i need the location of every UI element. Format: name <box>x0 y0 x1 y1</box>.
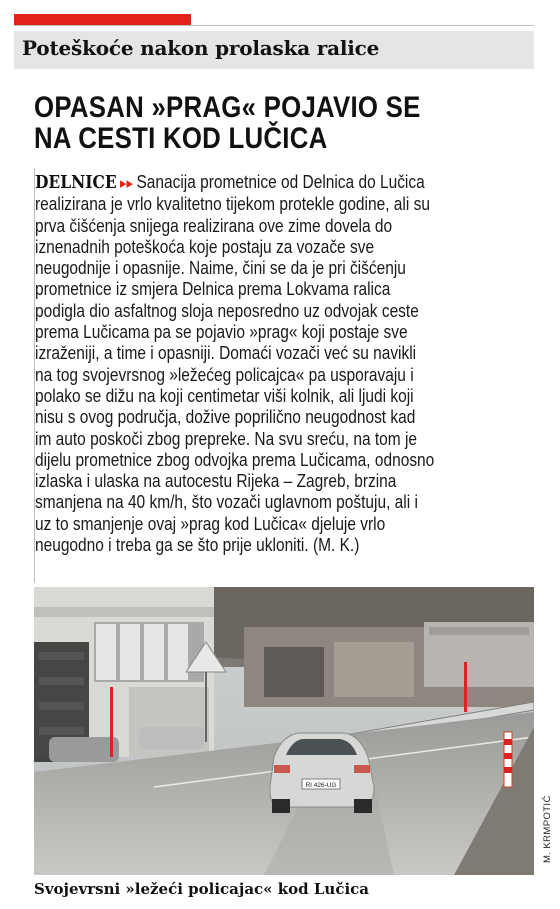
dateline: DELNICE <box>35 172 117 193</box>
body-line: neugodno i treba ga se što prije ukloniti. (M. K.) <box>35 535 360 556</box>
body-line: uz to smanjenje ovaj »prag kod Lučica« djeluje vrlo <box>35 513 386 534</box>
photo-caption: Svojevrsni »ležeći policajac« kod Lučica <box>34 880 370 898</box>
body-line: na tog svojevrsnog »ležećeg policajca« pa usporavaju i <box>35 364 414 385</box>
body-line: smanjena na 40 km/h, što vozači uglavnom poštuju, ali i <box>35 492 418 513</box>
body-line: im auto poskoči zbog prepreke. Na svu sreću, na tom je <box>35 428 418 449</box>
body-line <box>35 172 530 194</box>
body-line: realizirana je vrlo kvalitetno tijekom protekle godine, ali su <box>35 194 430 215</box>
section-accent-bar <box>14 14 191 25</box>
article-photo <box>34 587 534 875</box>
body-line: izlaska i ulaska na autocestu Rijeka – Zagreb, brzina <box>35 471 397 492</box>
body-line: iznenadnih poteškoća koje postaju za vozače sve <box>35 236 375 257</box>
car <box>270 733 374 813</box>
body-line: dijelu prometnice zbog odvojka prema Lučicama, odnosno <box>35 449 435 470</box>
headline-line-1: OPASAN »PRAG« POJAVIO SE <box>34 91 421 124</box>
section-kicker: Poteškoće nakon prolaska ralice <box>22 36 380 60</box>
body-line: prva čišćenja snijega realizirana ove zime dovela do <box>35 215 393 236</box>
license-plate: RI 426-UG <box>305 782 337 789</box>
body-line: polako se dižu na koji centimetar viši kolnik, ali ljudi koji <box>35 385 414 406</box>
headline-line-2: NA CESTI KOD LUČICA <box>34 122 328 155</box>
photo-credit: M. KRMPOTIĆ <box>542 795 553 863</box>
body-line: neugodnije i opasnije. Naime, čini se da je pri čišćenju <box>35 258 406 279</box>
article-body <box>35 172 530 556</box>
body-line: izraženiji, a time i opasniji. Domaći vozači već su navikli <box>35 343 417 364</box>
body-line: podigla dio asfaltnog sloja neposredno uz odvojak ceste <box>35 300 419 321</box>
body-line: prometnice iz smjera Delnica prema Lokvama ralica <box>35 279 391 300</box>
double-arrow-icon: ▸▸ <box>120 175 134 192</box>
body-text: Sanacija prometnice od Delnica do Lučica <box>136 172 425 192</box>
road-scene-illustration <box>34 587 534 875</box>
body-line: nisu s ovog područja, dožive poprilično neugodnost kad <box>35 407 416 428</box>
article-headline <box>34 92 461 154</box>
top-rule <box>14 25 534 26</box>
body-line: prema Lučicama pa se pojavio »prag« koji postaje sve <box>35 322 408 343</box>
